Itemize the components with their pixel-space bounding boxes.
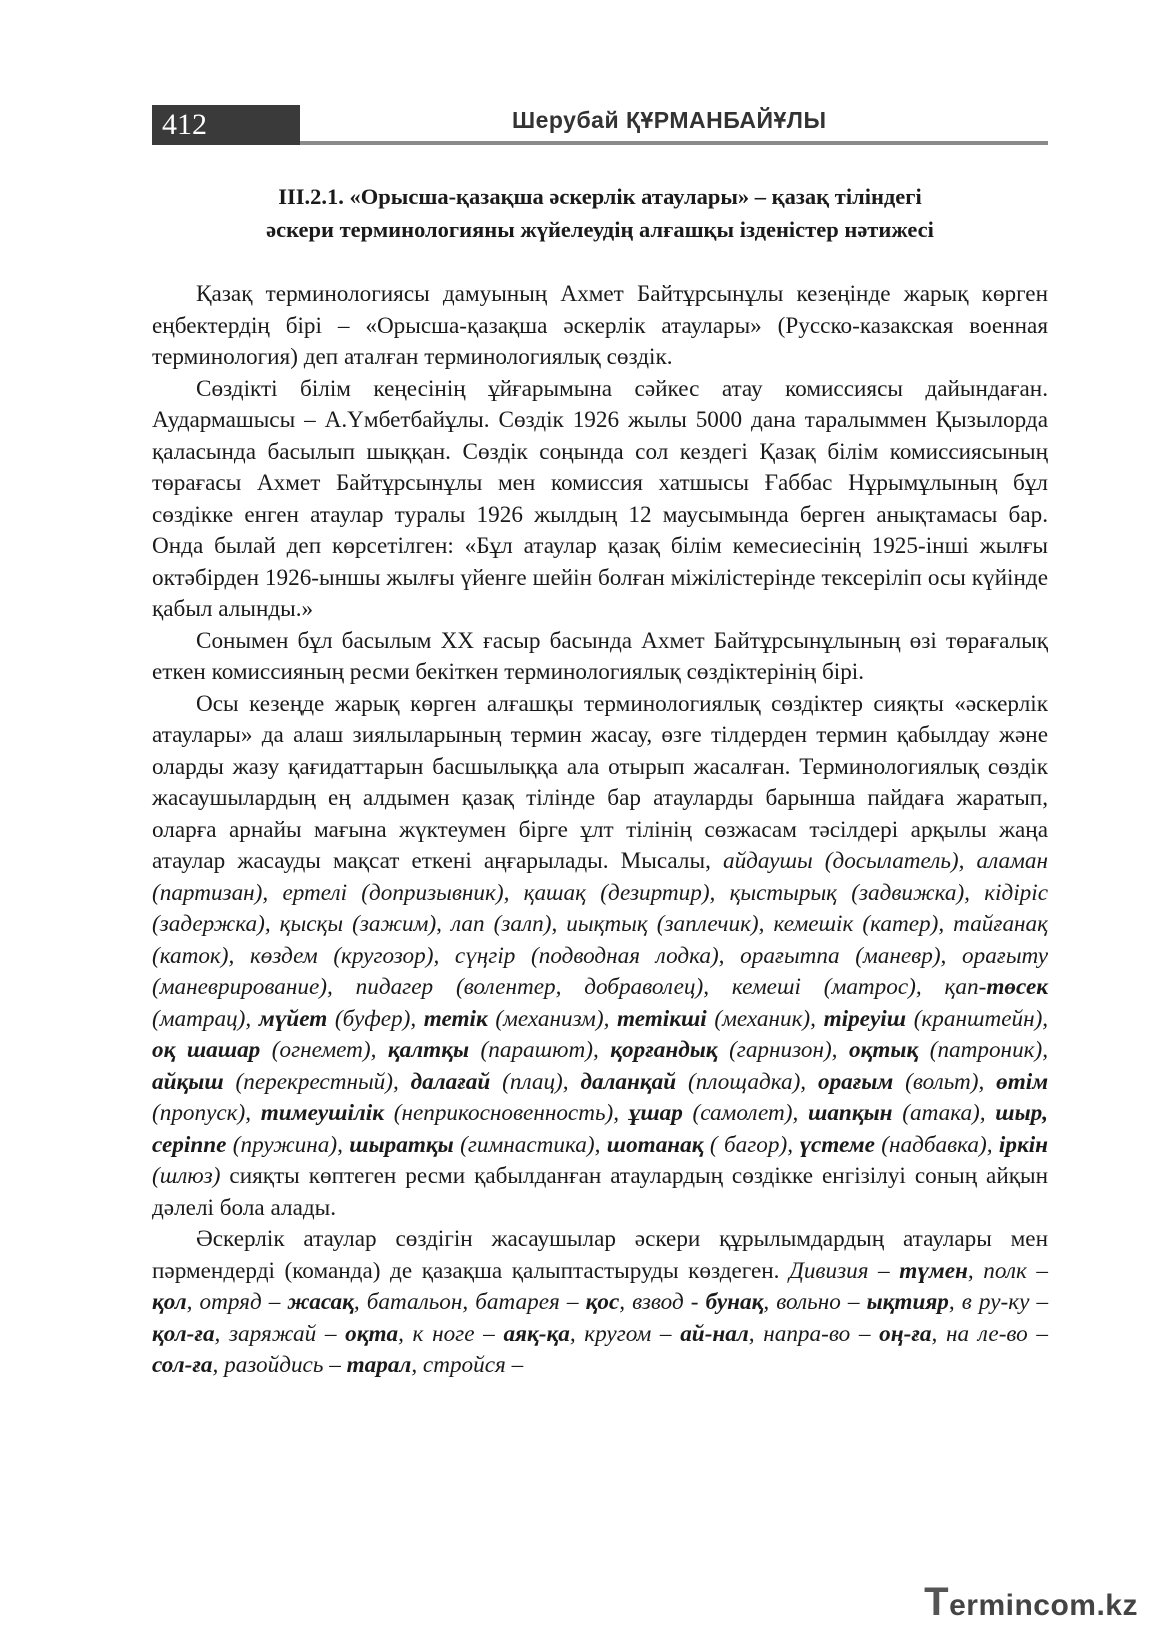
ex-part: (парашют), — [480, 1037, 599, 1063]
bold-term: қол-ға — [152, 1320, 215, 1347]
ex-part: (вольт), — [905, 1068, 985, 1095]
ex-part: (буфер), — [334, 1005, 417, 1032]
bold-term: тарал — [346, 1352, 412, 1378]
p5-intro: Әскерлік атаулар сөздігін жасаушылар әскери құрылымдардың атаулары мен пәрмендерді (команда) де қазақша қалыптастыруды көздеген. — [152, 1226, 1048, 1284]
section-title — [152, 180, 1048, 246]
bold-term: қол — [152, 1289, 187, 1315]
ex-part: , напра-во – — [748, 1320, 871, 1347]
bold-term: қос — [585, 1289, 620, 1315]
bold-term: тіреуіш — [823, 1005, 907, 1032]
paragraph-4 — [152, 689, 1048, 1225]
ex-part: Дивизия – — [789, 1257, 890, 1284]
bold-term: ықтияр — [866, 1289, 949, 1315]
ex-part: , заряжай – — [214, 1320, 337, 1347]
ex-part: (неприкосновенность), — [393, 1100, 620, 1126]
ex-part: (механизм), — [495, 1005, 610, 1032]
ex-part: (пропуск), — [152, 1100, 252, 1126]
paragraph-2: Сөздікті білім кеңесінің ұйғарымына сәйкес атау комиссиясы дайындаған. Аудармашысы – А.Үмбетбайұлы. Сөздік 1926 жылы 5000 дана таралыммен Қызылорда қаласында басылып шыққан. Сөздік соңында сол кездегі Қазақ білім комиссиясының төрағасы Ахмет Байтұрсынұлы мен комиссия хатшысы Ғаббас Нұрымұлының бұл сөздікке енген атаулар туралы 1926 жылдың 12 маусымында берген анықтамасы бар. Онда былай деп көрсетілген: «Бұл атаулар қазақ білім кемесиесінің 1925-інші жылғы октәбірден 1926-ыншы жылғы үйенге шейін болған міжілістерінде тексеріліп осы күйінде қабыл алынды.» — [152, 375, 1048, 622]
bold-term: аяқ-қа — [503, 1320, 570, 1347]
ex-part: (перекрестный), — [235, 1068, 399, 1095]
ex-part: (пружина), — [232, 1131, 343, 1158]
page-number: 412 — [152, 105, 300, 145]
ex-part: , взвод - — [619, 1289, 699, 1315]
ex-part: (самолет), — [692, 1100, 799, 1126]
site-watermark — [924, 1580, 1138, 1625]
bold-term: далағай — [410, 1068, 491, 1095]
ex-part: (атака), — [902, 1100, 986, 1126]
bold-term: үстеме — [799, 1131, 875, 1158]
bold-term: қорғандық — [610, 1037, 718, 1063]
ex-part: , кругом – — [569, 1320, 672, 1347]
bold-term: тетікші — [617, 1005, 707, 1032]
bold-term: іркін — [998, 1131, 1049, 1158]
watermark-logo-letter: T — [924, 1580, 950, 1624]
ex-part: (гарнизон), — [729, 1037, 838, 1063]
running-head-author: Шерубай ҚҰРМАНБАЙҰЛЫ — [512, 107, 827, 133]
bold-term: жасақ — [287, 1289, 354, 1315]
ex-part: , батальон, батарея – — [353, 1289, 579, 1315]
bold-term: шапқын — [808, 1100, 893, 1126]
ex-part: (плац), — [502, 1068, 569, 1095]
bold-term: төсек — [986, 974, 1048, 1000]
section-title-line-1: III.2.1. «Орысша-қазақша әскерлік атаулары» – қазақ тіліндегі — [278, 184, 922, 209]
bold-term: мүйет — [258, 1005, 328, 1032]
ex-part: (кранштейн), — [913, 1005, 1049, 1032]
bold-term: түмен — [899, 1257, 968, 1284]
paragraph-5 — [152, 1224, 1048, 1382]
section-title-line-2: әскери терминологияны жүйелеудің алғашқы ізденістер нәтижесі — [266, 217, 934, 242]
bold-term: шотанақ — [606, 1131, 704, 1158]
page-header — [152, 105, 1048, 145]
bold-term: тимеушілік — [260, 1100, 385, 1126]
ex-part: , в ру-ку – — [948, 1289, 1049, 1315]
ex-part: (шлюз) — [152, 1163, 221, 1189]
bold-term: ай-нал — [680, 1320, 749, 1347]
bold-term: ұшар — [628, 1100, 683, 1126]
paragraph-3: Сонымен бұл басылым XX ғасыр басында Ахмет Байтұрсынұлының өзі төрағалық еткен комиссияның ресми бекіткен терминологиялық сөздіктерінің бірі. — [152, 627, 1048, 685]
paragraph-1: Қазақ терминологиясы дамуының Ахмет Байтұрсынұлы кезеңінде жарық көрген еңбектердің бірі – «Орысша-қазақша әскерлік атаулары» (Русско-казакская военная терминология) деп аталған терминологиялық сөздік. — [152, 281, 1048, 370]
header-rule — [300, 141, 1048, 145]
bold-term: оқта — [345, 1320, 399, 1347]
ex-part: (огнемет), — [271, 1037, 377, 1063]
ex-part: , на ле-во – — [931, 1320, 1049, 1347]
bold-term: айқыш — [152, 1068, 224, 1095]
ex-part: , вольно – — [763, 1289, 860, 1315]
ex-part: (матрац), — [152, 1005, 252, 1032]
ex-part: , полк – — [967, 1257, 1049, 1284]
bold-term: сол-ға — [152, 1352, 213, 1378]
bold-term: бунақ — [705, 1289, 764, 1315]
ex-part: (механик), — [714, 1005, 816, 1032]
bold-term: оң-ға — [879, 1320, 932, 1347]
bold-term: шыратқы — [349, 1131, 454, 1158]
ex-part: ( багор), — [709, 1131, 794, 1158]
bold-term: оқтық — [848, 1037, 919, 1063]
p4-end: сияқты көптеген ресми қабылданған атаулардың сөздікке енгізілуі соның айқын дәлелі бола алады. — [152, 1163, 1049, 1221]
bold-term: даланқай — [580, 1068, 677, 1095]
bold-term: қалтқы — [387, 1037, 470, 1063]
ex-part: айдаушы (досылатель), аламан (партизан), ертелі (допризывник), қашақ (дезиртир), қыстырық (задвижка), кідіріс (задержка), қысқы (зажим), лап (залп), иықтық (заплечик), кемешік (катер), тайғанақ (каток), көздем (кругозор), сүңгір (подводная лодка), орағытпа (маневр), орағыту (маневрирование), пидагер (волентер, добраволец), кемеші (матрос), қап- — [152, 848, 1048, 1000]
ex-part: , к ноге – — [398, 1320, 495, 1347]
body-text — [152, 279, 1048, 1382]
ex-part: , разойдись – — [212, 1352, 341, 1378]
ex-part: (гимнастика), — [460, 1131, 601, 1158]
ex-part: (патроник), — [929, 1037, 1049, 1063]
bold-term: тетік — [423, 1005, 488, 1032]
bold-term: шыр, серіппе — [152, 1100, 1049, 1158]
bold-term: оқ шашар — [152, 1037, 261, 1063]
bold-term: орағым — [817, 1068, 894, 1095]
ex-part: (надбавка), — [881, 1131, 993, 1158]
p4-intro: Осы кезеңде жарық көрген алғашқы терминологиялық сөздіктер сияқты «әскерлік атаулары» да алаш зиялыларының термин жасау, өзге тілдерден термин қабылдау және оларды жазу қағидаттарын басшылыққа ала отырып жасалған. Терминологиялық сөздік жасаушылардың ең алдымен қазақ тілінде бар атауларды барынша пайдаға жаратып, оларға арнайы мағына жүктеумен бірге ұлт тілінің сөзжасам тәсілдері арқылы жаңа атаулар жасауды мақсат еткені аңғарылады. Мысалы, — [152, 690, 1048, 874]
ex-part: , отряд – — [186, 1289, 281, 1315]
watermark-text: ermincom.kz — [949, 1589, 1138, 1622]
bold-term: өтім — [996, 1068, 1049, 1095]
example-terms — [152, 848, 1048, 1189]
ex-part: (площадка), — [688, 1068, 807, 1095]
ex-part: , стройся – — [411, 1352, 524, 1378]
